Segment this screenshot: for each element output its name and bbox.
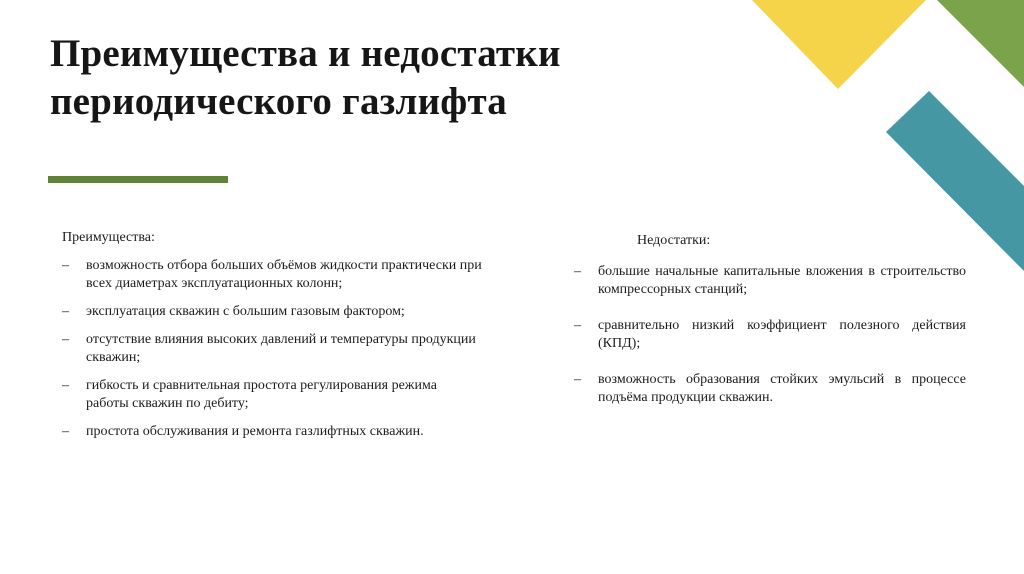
list-item — [62, 423, 482, 441]
title-line-2: периодического газлифта — [50, 80, 508, 123]
dash-bullet: – — [62, 378, 69, 393]
teal-stripe-shape — [886, 91, 1024, 271]
advantages-list — [62, 257, 482, 451]
page-title — [50, 30, 750, 126]
list-item-text: гибкость и сравнительная простота регулирования режима работы скважин по дебиту; — [86, 378, 437, 411]
dash-bullet: – — [574, 318, 581, 333]
disadvantages-heading: Недостатки: — [637, 233, 711, 248]
dash-bullet: – — [62, 424, 69, 439]
dash-bullet: – — [62, 304, 69, 319]
list-item-text: сравнительно низкий коэффициент полезного действия (КПД); — [598, 318, 966, 351]
disadvantages-list — [574, 263, 966, 425]
list-item-text: возможность отбора больших объёмов жидкости практически при всех диаметрах эксплуатационных колонн; — [86, 258, 482, 291]
list-item — [62, 257, 482, 293]
list-item-text: большие начальные капитальные вложения в строительство компрессорных станций; — [598, 264, 966, 297]
dash-bullet: – — [62, 332, 69, 347]
list-item — [62, 377, 482, 413]
yellow-triangle-shape — [752, 0, 926, 89]
dash-bullet: – — [574, 264, 581, 279]
green-triangle-shape — [937, 0, 1024, 87]
list-item-text: отсутствие влияния высоких давлений и температуры продукции скважин; — [86, 332, 476, 365]
title-underline — [48, 176, 228, 183]
list-item — [574, 263, 966, 299]
list-item-text: простота обслуживания и ремонта газлифтных скважин. — [86, 424, 424, 439]
list-item — [62, 303, 482, 321]
list-item — [574, 371, 966, 407]
list-item-text: возможность образования стойких эмульсий в процессе подъёма продукции скважин. — [598, 372, 966, 405]
list-item — [574, 317, 966, 353]
dash-bullet: – — [574, 372, 581, 387]
list-item-text: эксплуатация скважин с большим газовым фактором; — [86, 304, 405, 319]
dash-bullet: – — [62, 258, 69, 273]
title-line-1: Преимущества и недостатки — [50, 32, 561, 75]
advantages-heading: Преимущества: — [62, 230, 155, 245]
list-item — [62, 331, 482, 367]
